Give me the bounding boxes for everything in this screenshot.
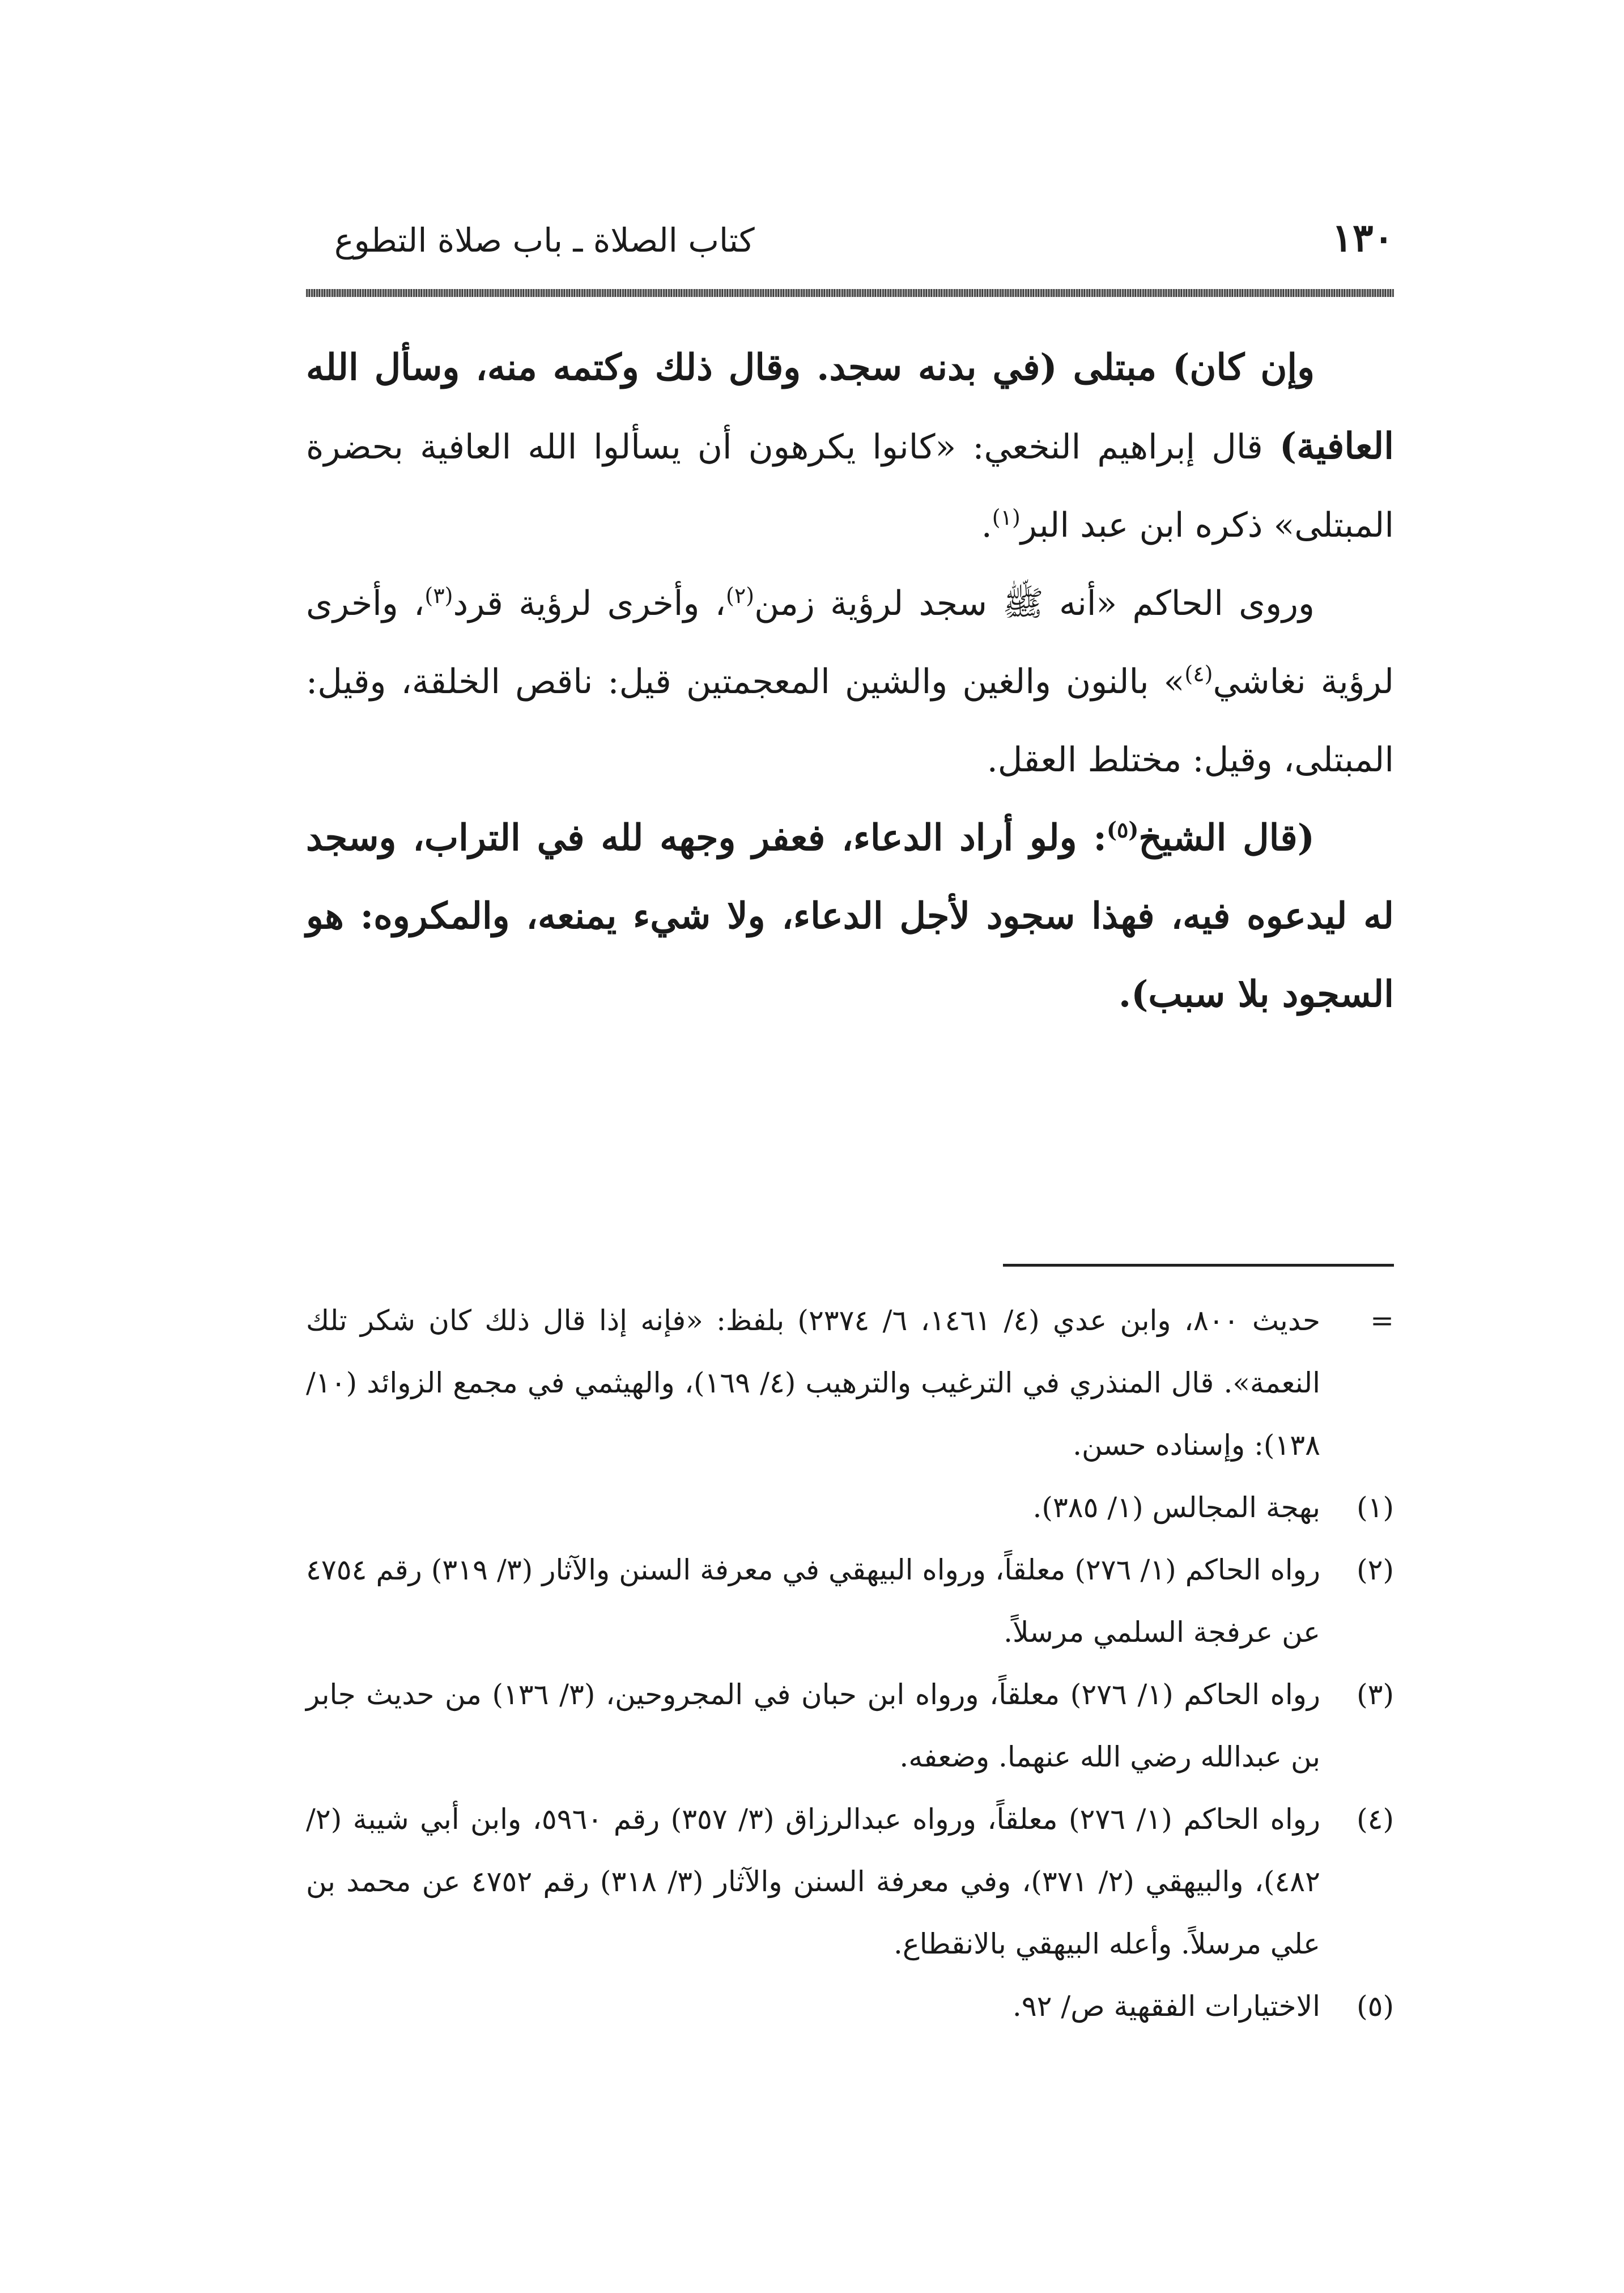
bold-text: وإن كان) مبتلى (في بدنه سجد. وقال ذلك وكتمه منه، وسأل الله العافية) (306, 346, 1394, 468)
text: (قال الشيخ (1138, 817, 1315, 859)
footnote-mark: (١) (1357, 1491, 1394, 1524)
footnote (306, 1289, 1394, 1476)
footnote-ref-1: (١) (992, 505, 1021, 530)
text: » بالنون والغين والشين المعجمتين قيل: ناقص الخلقة، وقيل: المبتلى، وقيل: مختلط العقل. (306, 662, 1394, 780)
footnote (306, 1539, 1394, 1663)
footnote (306, 1788, 1394, 1975)
footnote-text: الاختيارات الفقهية ص/ ٩٢. (1012, 1990, 1320, 2023)
footnote-text: حديث ٨٠٠، وابن عدي (٤/ ١٤٦١، ٦/ ٢٣٧٤) بلفظ: «فإنه إذا قال ذلك كان شكر تلك النعمة». قال المنذري في الترغيب والترهيب (٤/ ١٦٩)، والهيثمي في مجمع الزوائد (١٠/ ١٣٨): وإسناده حسن. (306, 1304, 1321, 1462)
footnote-mark: (٢) (1357, 1553, 1394, 1586)
book-page (306, 170, 1394, 2210)
text: : ولو أراد الدعاء، فعفر وجهه لله في التراب، وسجد له ليدعوه فيه، فهذا سجود لأجل الدعاء، ولا شيء يمنعه، والمكروه: هو السجود بلا سبب). (306, 817, 1395, 1016)
running-title: كتاب الصلاة ـ باب صلاة التطوع (334, 221, 755, 260)
page-header (306, 204, 1394, 272)
text: قال إبراهيم النخعي: «كانوا يكرهون أن يسألوا الله العافية بحضرة المبتلى» ذكره ابن عبد البر (306, 427, 1394, 545)
footnote-text: رواه الحاكم (١/ ٢٧٦) معلقاً، ورواه عبدالرزاق (٣/ ٣٥٧) رقم ٥٩٦٠، وابن أبي شيبة (٢/ ٤٨٢)، والبيهقي (٢/ ٣٧١)، وفي معرفة السنن والآثار (٣/ ٣١٨) رقم ٤٧٥٢ عن محمد بن علي مرسلاً. وأعله البيهقي بالانقطاع. (306, 1803, 1321, 1960)
paragraph-3 (306, 799, 1394, 1034)
footnote-ref-5: (٥) (1106, 817, 1139, 843)
paragraph-2 (306, 564, 1394, 799)
footnote-text: رواه الحاكم (١/ ٢٧٦) معلقاً، ورواه البيهقي في معرفة السنن والآثار (٣/ ٣١٩) رقم ٤٧٥٤ عن عرفجة السلمي مرسلاً. (306, 1553, 1320, 1649)
footnote-mark: (٥) (1357, 1990, 1394, 2023)
footnote (306, 1476, 1394, 1539)
main-text (306, 329, 1394, 1034)
footnote-ref-3: (٣) (424, 583, 453, 608)
footnotes (306, 1289, 1394, 2037)
text: . (981, 506, 992, 545)
footnote-divider (1003, 1264, 1394, 1267)
footnote-mark: (٤) (1357, 1803, 1394, 1836)
footnote-text: رواه الحاكم (١/ ٢٧٦) معلقاً، ورواه ابن حبان في المجروحين، (٣/ ١٣٦) من حديث جابر بن عبدالله رضي الله عنهما. وضعفه. (306, 1678, 1320, 1773)
footnote (306, 1975, 1394, 2037)
header-divider (306, 289, 1394, 297)
footnote-text: بهجة المجالس (١/ ٣٨٥). (1032, 1491, 1320, 1524)
footnote-ref-4: (٤) (1184, 661, 1213, 686)
text: وروى الحاكم «أنه ﷺ سجد لرؤية زمن (754, 584, 1315, 623)
text: ، وأخرى لرؤية قرد (453, 584, 726, 623)
footnote-mark: (٣) (1357, 1678, 1394, 1711)
footnote (306, 1663, 1394, 1788)
paragraph-1 (306, 329, 1394, 564)
page-number: ١٣٠ (1332, 215, 1394, 261)
text: ، وأخرى لرؤية نغاشي (306, 584, 1394, 702)
footnote-ref-2: (٢) (726, 583, 755, 608)
footnote-mark: = (1370, 1304, 1394, 1337)
